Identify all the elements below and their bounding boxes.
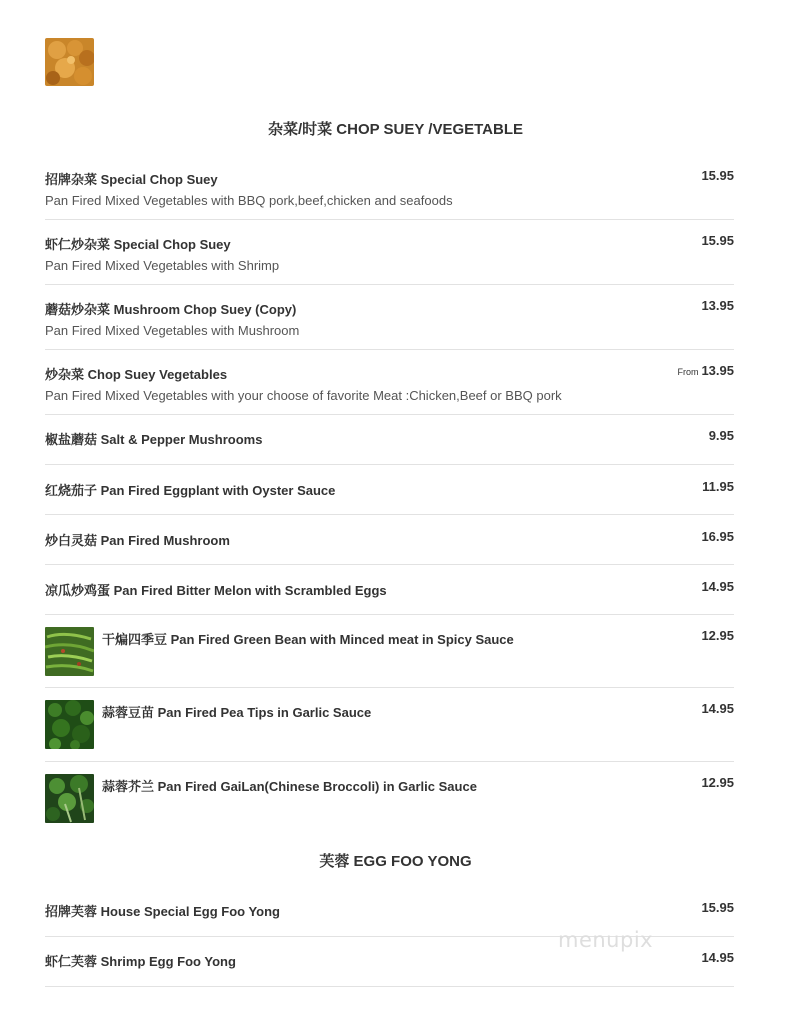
list-item[interactable] [45,565,734,615]
item-name: 蒜蓉豆苗 Pan Fired Pea Tips in Garlic Sauce [102,705,372,720]
item-name: 椒盐蘑菇 Salt & Pepper Mushrooms [45,432,263,447]
list-item[interactable] [45,155,734,220]
price-prefix: From [677,367,699,377]
list-item[interactable] [45,415,734,465]
item-name: 红烧茄子 Pan Fired Eggplant with Oyster Sauce [45,483,336,498]
item-price: 12.95 [701,628,734,643]
price-value: 13.95 [701,363,734,378]
green-bean-photo [45,627,94,676]
item-description: Pan Fired Mixed Vegetables with your choose of favorite Meat :Chicken,Beef or BBQ pork [45,388,562,403]
item-name: 招牌芙蓉 House Special Egg Foo Yong [45,904,280,919]
item-price: 14.95 [701,579,734,594]
pea-tips-photo [45,700,94,749]
list-item[interactable] [45,465,734,515]
list-item[interactable] [45,515,734,565]
list-item[interactable] [45,762,734,834]
item-price: 14.95 [701,950,734,965]
section-title-egg-foo-yong: 芙蓉 EGG FOO YONG [319,853,472,870]
list-item[interactable] [45,350,734,415]
item-price [677,363,734,378]
item-name: 炒白灵菇 Pan Fired Mushroom [45,533,230,548]
item-description: Pan Fired Mixed Vegetables with Shrimp [45,258,280,273]
item-price: 16.95 [701,529,734,544]
item-description: Pan Fired Mixed Vegetables with Mushroom [45,323,300,338]
item-price: 12.95 [701,775,734,790]
item-price: 9.95 [708,428,734,443]
item-description: Pan Fired Mixed Vegetables with BBQ pork,beef,chicken and seafoods [45,193,453,208]
item-name: 凉瓜炒鸡蛋 Pan Fired Bitter Melon with Scrambled Eggs [45,583,387,598]
item-price: 14.95 [701,701,734,716]
item-name: 虾仁炒杂菜 Special Chop Suey [45,237,231,252]
gailan-photo [45,774,94,823]
item-name: 蘑菇炒杂菜 Mushroom Chop Suey (Copy) [45,302,297,317]
section-title-chop-suey: 杂菜/时菜 CHOP SUEY /VEGETABLE [267,121,524,138]
list-item[interactable] [45,688,734,762]
list-item[interactable] [45,220,734,285]
list-item[interactable] [45,615,734,688]
item-name: 虾仁芙蓉 Shrimp Egg Foo Yong [45,954,236,969]
list-item[interactable] [45,285,734,350]
item-name: 蒜蓉芥兰 Pan Fired GaiLan(Chinese Broccoli) in Garlic Sauce [102,779,477,794]
item-price: 15.95 [701,900,734,915]
item-price: 11.95 [702,479,734,494]
watermark-logo: menupix [558,928,654,952]
item-name: 干煸四季豆 Pan Fired Green Bean with Minced meat in Spicy Sauce [102,632,514,647]
item-name: 招牌杂菜 Special Chop Suey [45,172,218,187]
item-price: 15.95 [701,233,734,248]
item-price: 15.95 [701,168,734,183]
item-name: 炒杂菜 Chop Suey Vegetables [45,367,228,382]
item-price: 13.95 [701,298,734,313]
chop-suey-list [45,155,734,834]
fried-food-photo [45,38,94,86]
